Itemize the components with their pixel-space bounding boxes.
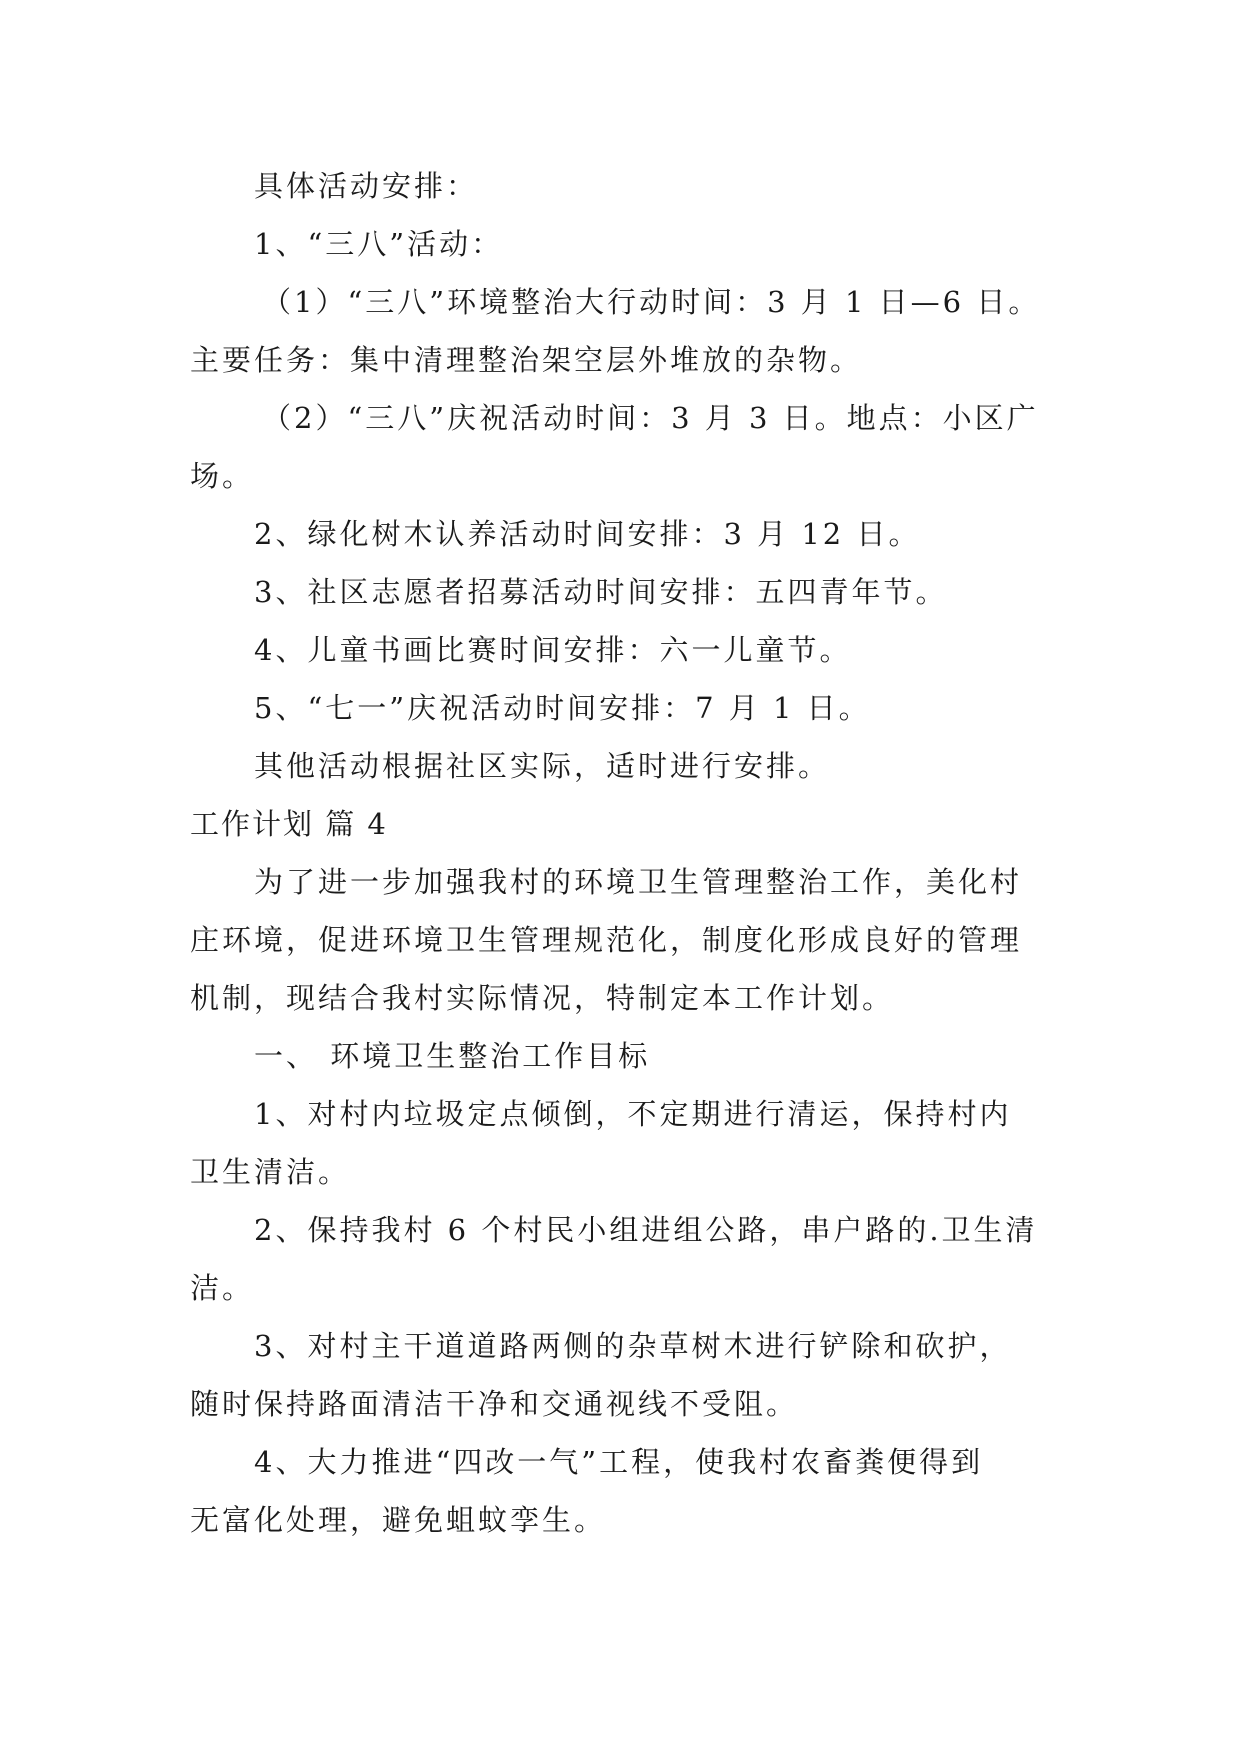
paragraph-line: 3、社区志愿者招募活动时间安排：五四青年节。 bbox=[254, 575, 948, 609]
paragraph-line: （1）“三八”环境整治大行动时间：3 月 1 日—6 日。 bbox=[262, 285, 1041, 319]
paragraph-line: 庄环境，促进环境卫生管理规范化，制度化形成良好的管理 bbox=[190, 923, 1023, 957]
subsection-heading: 一、 环境卫生整治工作目标 bbox=[254, 1039, 651, 1073]
paragraph-line: 主要任务：集中清理整治架空层外堆放的杂物。 bbox=[190, 343, 863, 377]
section-heading: 工作计划 篇 4 bbox=[190, 807, 388, 841]
paragraph-line: 机制，现结合我村实际情况，特制定本工作计划。 bbox=[190, 981, 895, 1015]
paragraph-line: 2、绿化树木认养活动时间安排：3 月 12 日。 bbox=[254, 517, 921, 551]
document-body bbox=[190, 157, 1050, 1549]
paragraph-line: 3、对村主干道道路两侧的杂草树木进行铲除和砍护， bbox=[254, 1329, 1012, 1363]
paragraph-line: 无富化处理，避免蛆蚊孪生。 bbox=[190, 1503, 607, 1537]
paragraph-line: 具体活动安排： bbox=[254, 169, 479, 203]
paragraph-line: 卫生清洁。 bbox=[190, 1155, 351, 1189]
paragraph-line: 为了进一步加强我村的环境卫生管理整治工作，美化村 bbox=[254, 865, 1023, 899]
paragraph-line: 5、“七一”庆祝活动时间安排：7 月 1 日。 bbox=[254, 691, 871, 725]
paragraph-line: 1、“三八”活动： bbox=[254, 227, 504, 261]
paragraph-line: 场。 bbox=[190, 459, 255, 493]
paragraph-line: 4、儿童书画比赛时间安排：六一儿童节。 bbox=[254, 633, 852, 667]
paragraph-line: 2、保持我村 6 个村民小组进组公路，串户路的.卫生清 bbox=[254, 1213, 1038, 1247]
paragraph-line: 1、对村内垃圾定点倾倒，不定期进行清运，保持村内 bbox=[254, 1097, 1012, 1131]
paragraph-line: 其他活动根据社区实际，适时进行安排。 bbox=[254, 749, 831, 783]
paragraph-line: 洁。 bbox=[190, 1271, 255, 1305]
paragraph-line: 4、大力推进“四改一气”工程，使我村农畜粪便得到 bbox=[254, 1445, 984, 1479]
paragraph-line: 随时保持路面清洁干净和交通视线不受阻。 bbox=[190, 1387, 799, 1421]
paragraph-line: （2）“三八”庆祝活动时间：3 月 3 日。地点：小区广 bbox=[262, 401, 1039, 435]
